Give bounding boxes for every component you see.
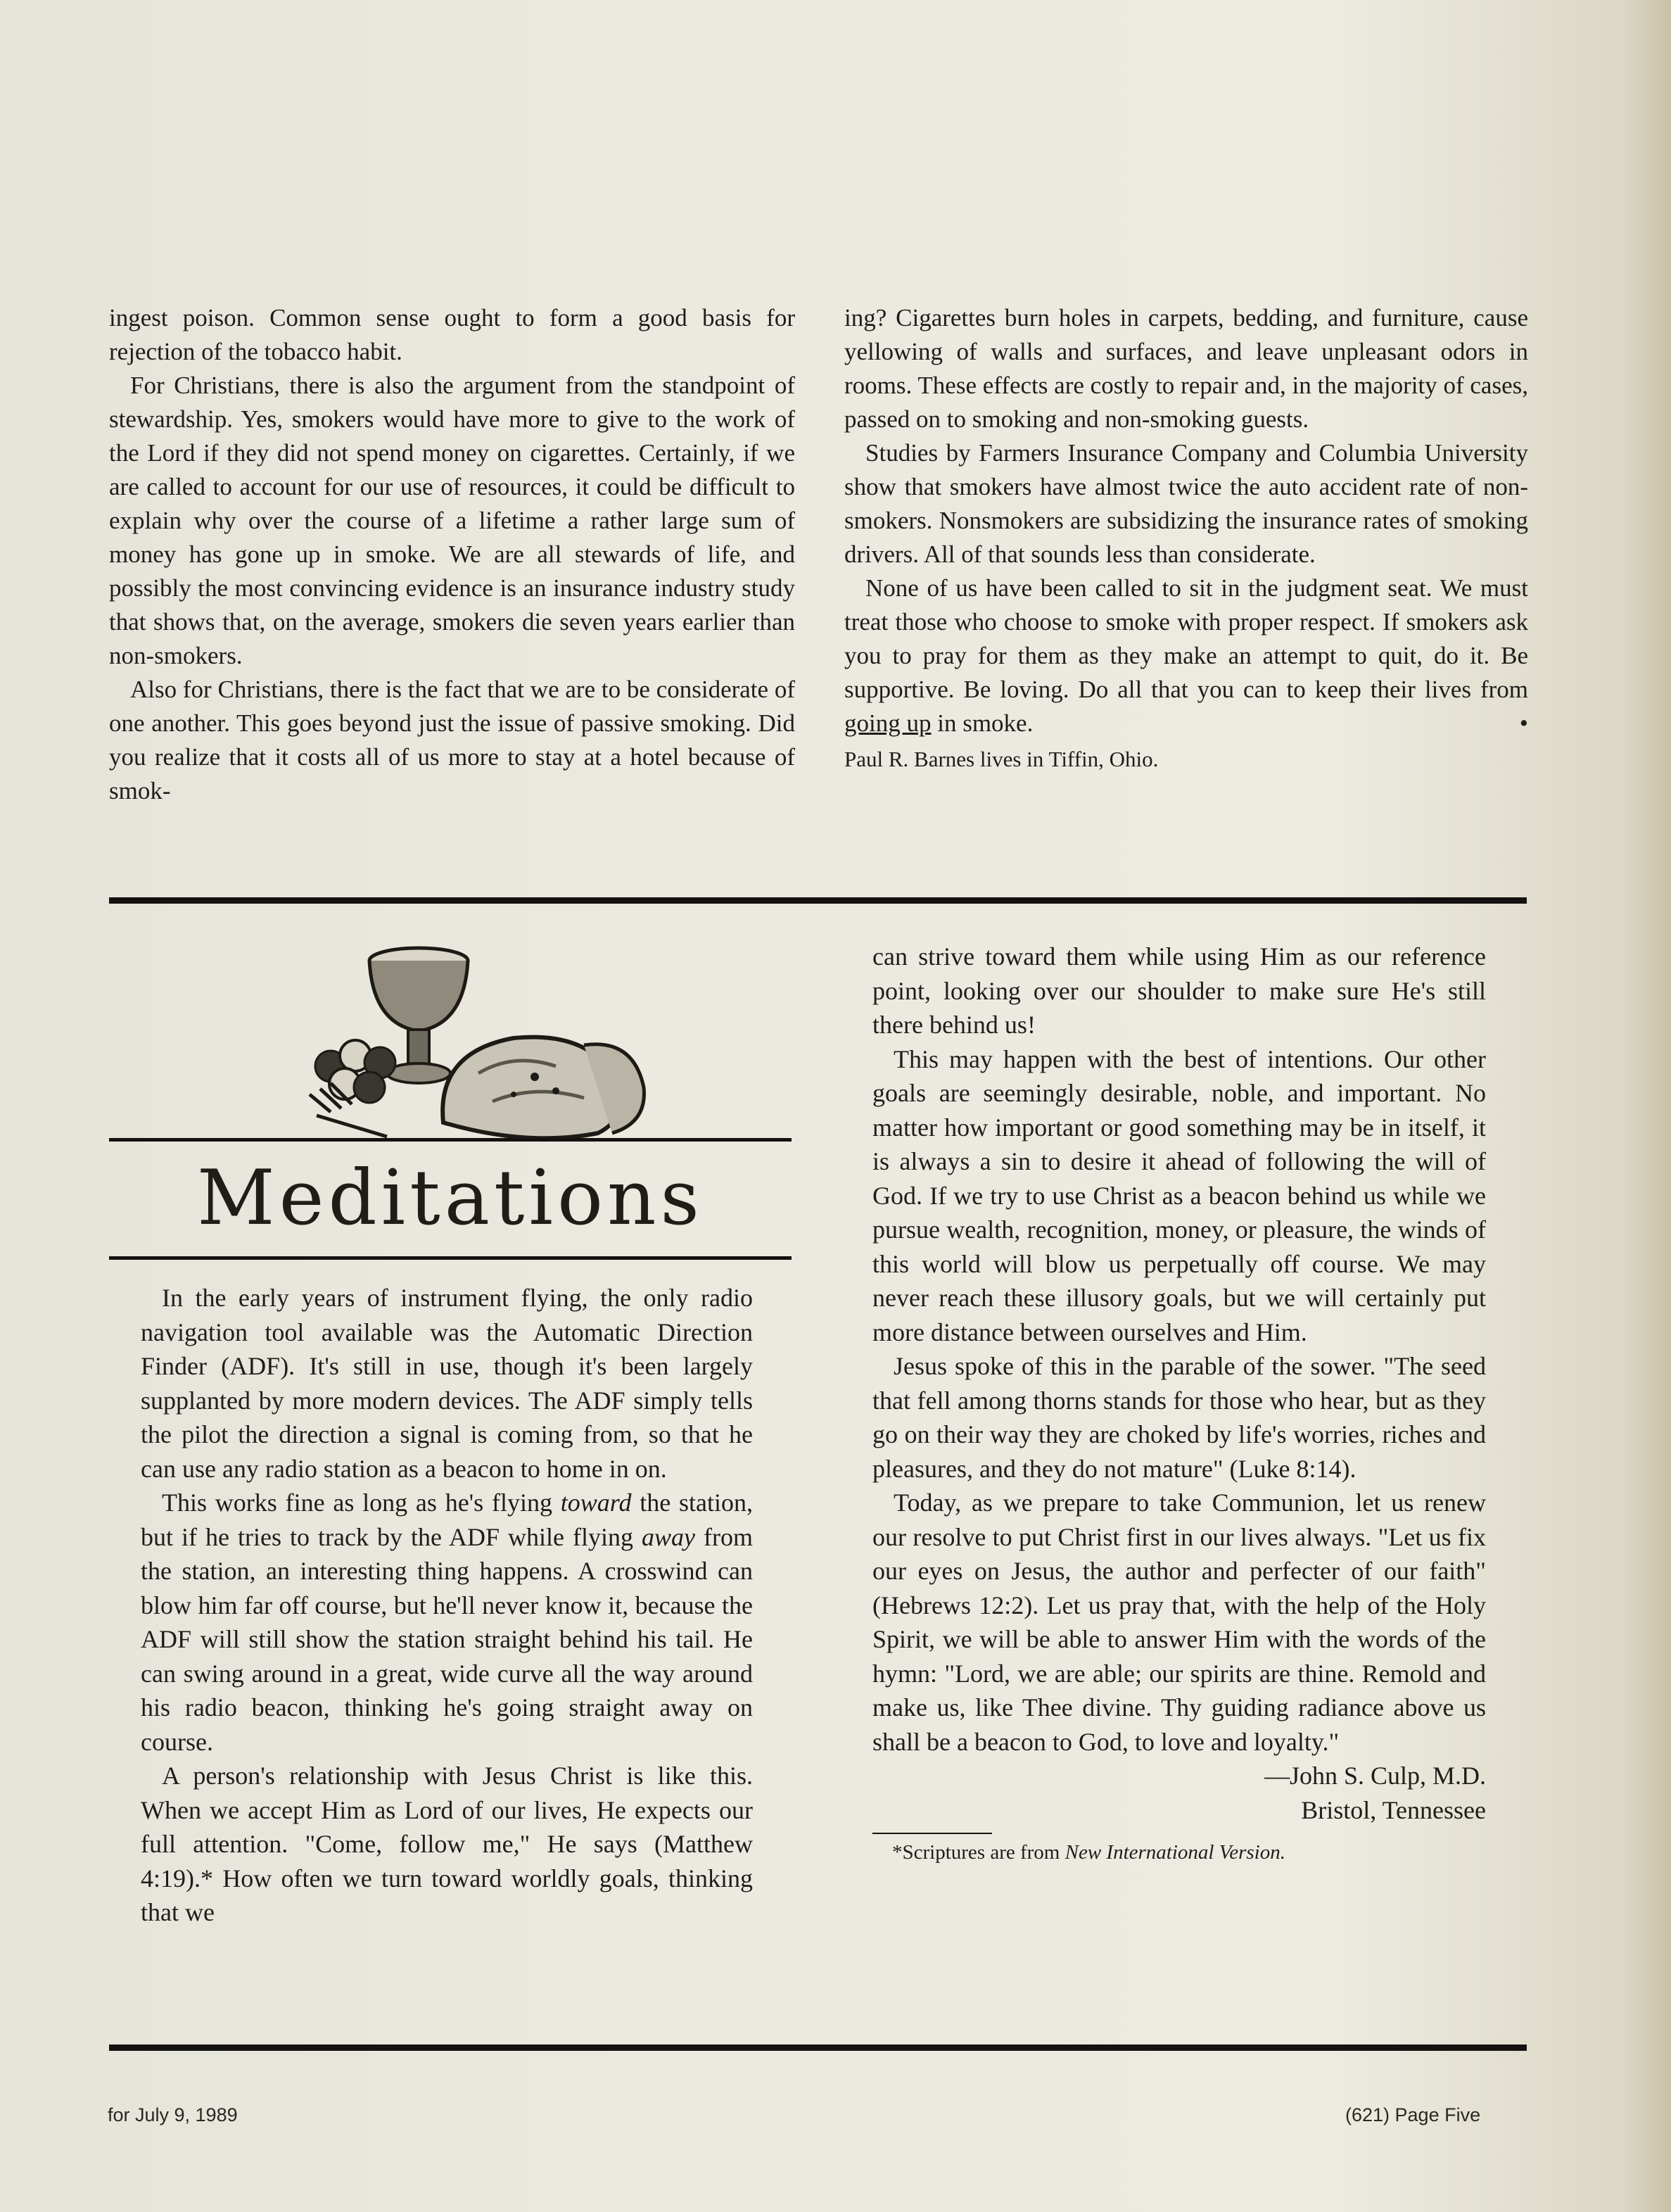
emphasis-text: toward	[560, 1489, 632, 1517]
article-text: in smoke.	[931, 709, 1034, 737]
footer-date: for July 9, 1989	[108, 2104, 238, 2125]
article-column-2	[844, 301, 1528, 774]
meditations-paragraph: This may happen with the best of intentions. Our other goals are seemingly desirable, noble, and important. No matter how important or good something may be in itself, it is always a sin to desire it ahead of following the will of God. If we try to use Christ as a beacon behind us while we pursue wealth, recognition, money, or pleasure, the winds of this world will blow us perpetually off course. We may never reach these illusory goals, but we will certainly put more distance between ourselves and Him.	[872, 1044, 1486, 1346]
article-column-1	[109, 301, 795, 808]
meditations-column-1	[141, 1281, 753, 1930]
article-paragraph: Also for Christians, there is the fact that we are to be considerate of one another. This goes beyond just the issue of passive smoking. Did you realize that it costs all of us more to stay at a hotel because of smok-	[109, 676, 795, 804]
underlined-text: going up	[844, 709, 932, 737]
title-rule-bottom	[109, 1256, 792, 1260]
signature-place: Bristol, Tennessee	[1301, 1795, 1486, 1824]
meditations-paragraph: can strive toward them while using Him as our reference point, looking over our shoulder to make sure He's still there behind us!	[872, 942, 1486, 1039]
meditations-column-2	[872, 940, 1486, 1866]
emphasis-text: away	[642, 1522, 695, 1551]
section-divider-bottom	[109, 2044, 1527, 2051]
meditations-paragraph: Jesus spoke of this in the parable of the sower. "The seed that fell among thorns stands for those who hear, but as they go on their way they are choked by life's worries, riches and pleasures, and they do not mature" (Luke 8:14).	[872, 1352, 1486, 1483]
section-divider-top	[109, 897, 1527, 904]
article-paragraph: ing? Cigarettes burn holes in carpets, bedding, and furniture, cause yellowing of walls and surfaces, and leave unpleasant odors in rooms. These effects are costly to repair and, in the majority of cases, passed on to smoking and non-smoking guests.	[844, 304, 1528, 433]
meditations-paragraph	[141, 1486, 753, 1759]
meditations-paragraph: A person's relationship with Jesus Christ is like this. When we accept Him as Lord of our lives, He expects our full attention. "Come, follow me," He says (Matthew 4:19).* How often we turn toward worldly goals, thinking that we	[141, 1762, 753, 1926]
chalice-bread-grapes-illustration	[303, 933, 654, 1144]
article-paragraph-last	[844, 571, 1528, 740]
meditations-paragraph: Today, as we prepare to take Communion, let us renew our resolve to put Christ first in our lives always. "Let us fix our eyes on Jesus, the author and perfecter of our faith" (Hebrews 12:2). Let us pray that, with the help of the Holy Spirit, we will be able to answer Him with the words of the hymn: "Lord, we are able; our spirits are thine. Remold and make us, like Thee divine. Thy guiding radiance above us shall be a beacon to God, to love and loyalty."	[872, 1489, 1486, 1756]
footnote-italic: New International Version.	[1065, 1841, 1285, 1864]
meditations-heading: Meditations	[197, 1154, 704, 1242]
footnote-text: *Scriptures are from	[892, 1841, 1065, 1864]
author-byline: Paul R. Barnes lives in Tiffin, Ohio.	[844, 747, 1159, 771]
meditations-text: This works fine as long as he's flying	[162, 1489, 561, 1517]
footnote-rule	[872, 1833, 992, 1834]
meditations-paragraph: In the early years of instrument flying, the only radio navigation tool available was the Automatic Direction Finder (ADF). It's still in use, though it's been largely supplanted by more modern devices. The ADF simply tells the pilot the direction a signal is coming from, so that he can use any radio station as a beacon to home in on.	[141, 1284, 753, 1483]
article-paragraph: For Christians, there is also the argument from the standpoint of stewardship. Yes, smokers would have more to give to the work of the Lord if they did not spend money on cigarettes. Certainly, if we are called to account for our use of resources, it could be difficult to explain why over the course of a lifetime a rather large sum of money has gone up in smoke. We are all stewards of life, and possibly the most convincing evidence is an insurance industry study that shows that, on the average, smokers die seven years earlier than non-smokers.	[109, 372, 795, 669]
end-mark: •	[1519, 709, 1528, 737]
footnote	[872, 1838, 1486, 1866]
signature-name: —John S. Culp, M.D.	[1264, 1762, 1486, 1790]
article-paragraph: ingest poison. Common sense ought to form a good basis for rejection of the tobacco habit.	[109, 304, 795, 365]
title-rule-top	[109, 1138, 792, 1142]
article-text: None of us have been called to sit in the judgment seat. We must treat those who choose to smoke with proper respect. If smokers ask you to pray for them as they make an attempt to quit, do it. Be supportive. Be loving. Do all that you can to keep their lives from	[844, 574, 1528, 703]
article-paragraph: Studies by Farmers Insurance Company and Columbia University show that smokers have almost twice the auto accident rate of non-smokers. Nonsmokers are subsidizing the insurance rates of smoking drivers. All of that sounds less than considerate.	[844, 439, 1528, 568]
meditations-text: from the station, an interesting thing happens. A crosswind can blow him far off course, but he'll never know it, because the ADF will still show the station straight behind his tail. He can swing around in a great, wide curve all the way around his radio beacon, thinking he's going straight away on course.	[141, 1522, 753, 1756]
meditations-text: the station, but if he tries to track by the ADF while flying	[141, 1489, 753, 1551]
footer-page-number: (621) Page Five	[1345, 2104, 1481, 2125]
